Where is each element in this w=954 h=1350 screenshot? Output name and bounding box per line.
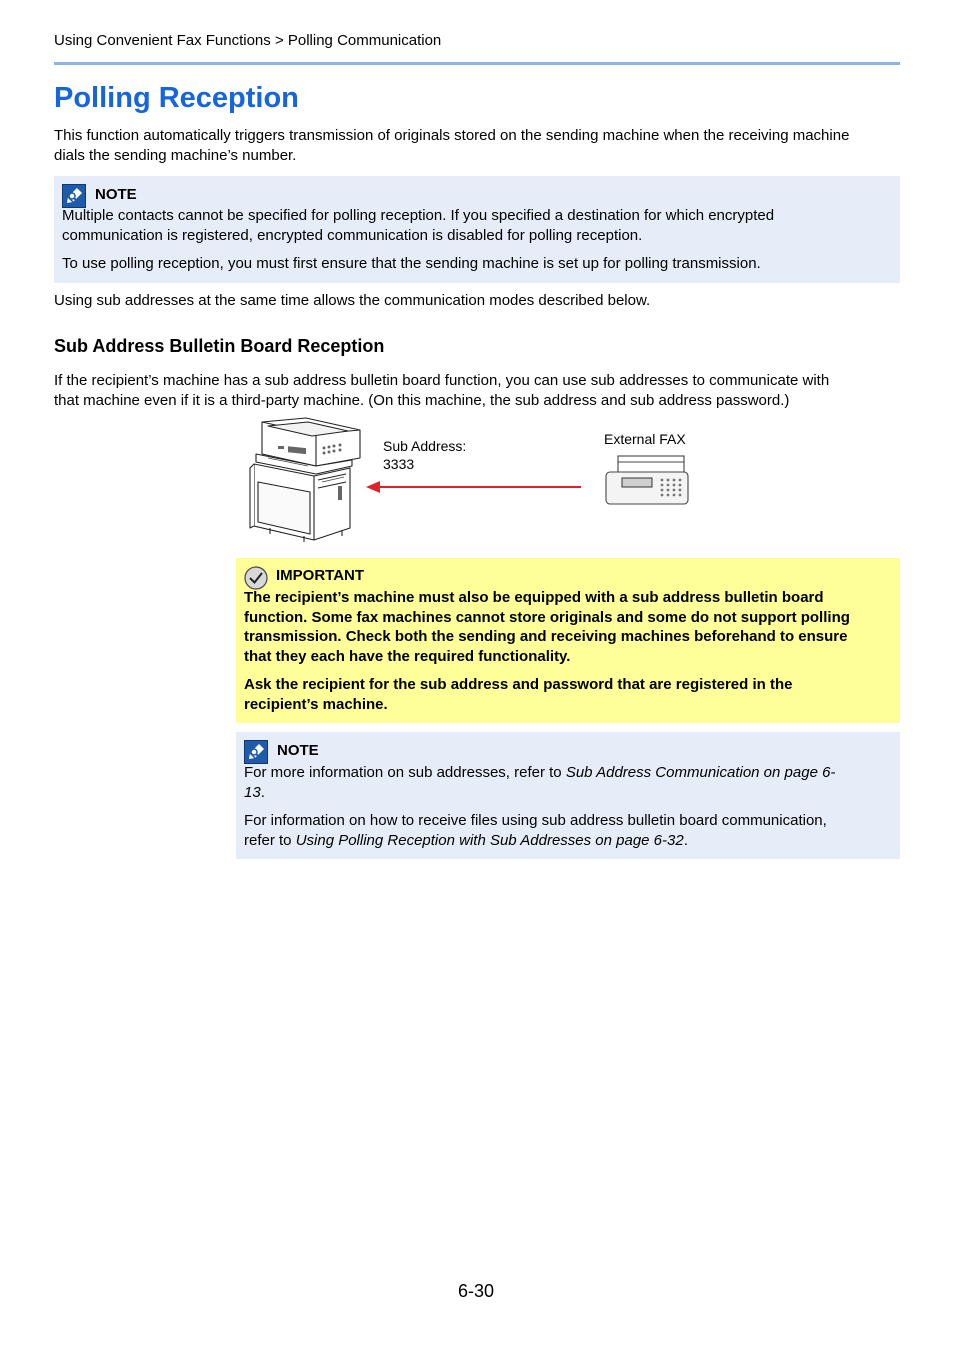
important-p1-line-1: The recipient’s machine must also be equipped with a sub address bulletin board xyxy=(244,589,824,606)
important-p2-line-1: Ask the recipient for the sub address and password that are registered in the xyxy=(244,676,793,693)
fax-machine-illustration xyxy=(604,454,690,506)
section-heading: Sub Address Bulletin Board Reception xyxy=(54,336,385,356)
important-p1-line-3: transmission. Check both the sending and receiving machines beforehand to ensure xyxy=(244,628,848,645)
section-line-1: If the recipient’s machine has a sub address bulletin board function, you can use sub addresses to communicate with xyxy=(54,372,830,389)
note-box-2 xyxy=(236,732,900,859)
note-2-p1-prefix: For more information on sub addresses, refer to xyxy=(244,764,566,781)
sub-address-label xyxy=(383,437,466,473)
section-paragraph xyxy=(54,371,902,410)
section-line-2: that machine even if it is a third-party machine. (On this machine, the sub address and sub address password.) xyxy=(54,391,790,409)
header-rule xyxy=(54,62,900,65)
page-number: 6-30 xyxy=(458,1281,495,1301)
sub-address-caption: Sub Address: xyxy=(383,438,467,454)
important-p1-line-4: that they each have the required functionality. xyxy=(244,647,571,665)
note-icon xyxy=(244,740,268,764)
sub-address-communication-link[interactable]: Sub Address Communication on page 6- xyxy=(565,764,836,781)
note-icon xyxy=(62,184,86,208)
important-heading: IMPORTANT xyxy=(276,567,365,584)
arrow-left-icon xyxy=(366,480,582,494)
breadcrumb: Using Convenient Fax Functions > Polling Communication xyxy=(54,32,442,49)
important-paragraph-1 xyxy=(244,588,894,666)
note-2-p2-prefix: refer to xyxy=(244,831,296,849)
sub-address-value: 3333 xyxy=(383,456,415,472)
note-2-paragraph-2 xyxy=(244,811,894,850)
external-fax-label: External FAX xyxy=(604,431,686,447)
note-2-paragraph-1 xyxy=(244,763,894,802)
note-2-p2-line-1: For information on how to receive files using sub address bulletin board communication, xyxy=(244,812,827,829)
intro-paragraph xyxy=(54,126,902,165)
sub-address-communication-link-cont[interactable]: 13 xyxy=(244,783,261,801)
note-box xyxy=(54,176,900,283)
note-paragraph-1 xyxy=(62,206,892,245)
intro-line-2: dials the sending machine’s number. xyxy=(54,146,297,164)
polling-reception-sub-addresses-link[interactable]: Using Polling Reception with Sub Addresses on page 6-32 xyxy=(295,831,684,849)
important-p2-line-2: recipient’s machine. xyxy=(244,695,388,713)
note-p1-line-2: communication is registered, encrypted communication is disabled for polling reception. xyxy=(62,226,643,244)
modes-paragraph: Using sub addresses at the same time allows the communication modes described below. xyxy=(54,292,651,309)
note-2-p2-suffix: . xyxy=(683,831,688,849)
note-p1-line-1: Multiple contacts cannot be specified for polling reception. If you specified a destination for which encrypted xyxy=(62,207,775,224)
mfp-machine-illustration xyxy=(248,416,364,544)
intro-line-1: This function automatically triggers transmission of originals stored on the sending machine when the receiving machine xyxy=(54,127,850,144)
note-2-heading: NOTE xyxy=(277,742,319,759)
important-p1-line-2: function. Some fax machines cannot store originals and some do not support polling xyxy=(244,608,850,626)
note-heading: NOTE xyxy=(95,186,137,203)
check-icon xyxy=(244,566,268,590)
note-2-p1-suffix: . xyxy=(260,783,265,801)
note-paragraph-2: To use polling reception, you must first ensure that the sending machine is set up for polling transmission. xyxy=(62,255,761,272)
important-box xyxy=(236,558,900,723)
important-paragraph-2 xyxy=(244,675,894,714)
page-title: Polling Reception xyxy=(54,82,299,114)
